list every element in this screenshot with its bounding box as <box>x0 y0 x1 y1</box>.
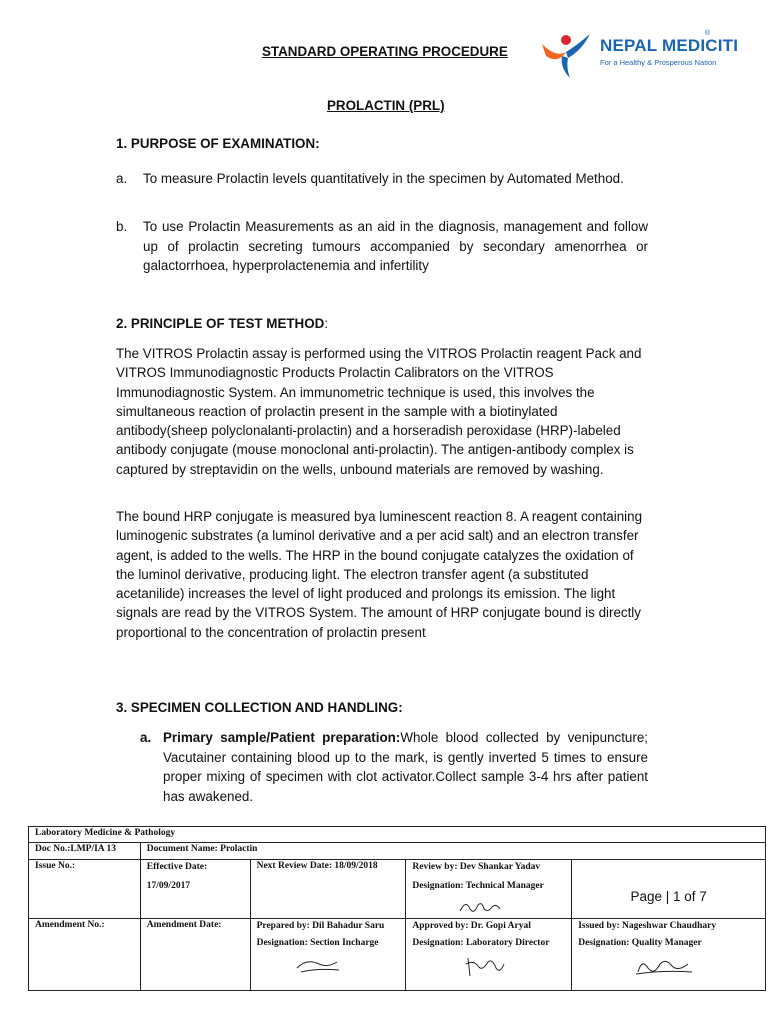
prepared-by-name: Prepared by: Dil Bahadur Saru <box>256 921 385 931</box>
purpose-item-b <box>116 217 648 276</box>
section-1-heading: 1. PURPOSE OF EXAMINATION: <box>116 136 320 151</box>
logo-registered-mark: ® <box>705 30 711 37</box>
logo-figure-icon <box>536 28 596 80</box>
issued-by-designation: Designation: Quality Manager <box>578 938 702 948</box>
purpose-item-a <box>116 169 648 189</box>
logo-tagline: For a Healthy & Prosperous Nation <box>600 58 717 67</box>
nepal-mediciti-logo <box>536 28 739 80</box>
next-review-cell: Next Review Date: 18/09/2018 <box>250 860 406 919</box>
amendment-date-cell: Amendment Date: <box>140 919 250 991</box>
doc-number-cell: Doc No.:LMP/IA 13 <box>29 843 141 860</box>
purpose-item-a-text: To measure Prolactin levels quantitatively in the specimen by Automated Method. <box>143 171 624 186</box>
review-by-name: Review by: Dev Shankar Yadav <box>412 862 541 872</box>
approved-by-name: Approved by: Dr. Gopi Aryal <box>412 921 531 931</box>
issued-by-name: Issued by: Nageshwar Chaudhary <box>578 921 717 931</box>
specimen-item-a-label: Primary sample/Patient preparation: <box>163 730 401 745</box>
section-2-heading-colon: : <box>324 316 329 331</box>
preparer-signature-icon <box>293 954 353 976</box>
document-title: PROLACTIN (PRL) <box>327 98 445 113</box>
specimen-item-a-body <box>163 728 648 806</box>
sop-header-title: STANDARD OPERATING PROCEDURE <box>262 44 508 59</box>
specimen-item-a <box>140 728 648 806</box>
amendment-number-cell: Amendment No.: <box>29 919 141 991</box>
doc-name-cell: Document Name: Prolactin <box>140 843 765 860</box>
review-by-cell <box>406 860 572 919</box>
reviewer-signature-icon <box>456 897 516 917</box>
approved-by-cell <box>406 919 572 991</box>
approved-by-designation: Designation: Laboratory Director <box>412 938 550 948</box>
logo-name: NEPAL MEDICITI <box>600 36 739 55</box>
review-by-designation: Designation: Technical Manager <box>412 881 544 891</box>
specimen-item-a-text: Whole blood collected by venipuncture; Vacutainer containing blood up to the mark, is gently inverted 5 times to ensure proper mixing of specimen with clot activator.Collect sample 3-4 hrs after patient has awakened. <box>163 730 648 804</box>
issued-by-cell <box>572 919 766 991</box>
prepared-by-designation: Designation: Section Incharge <box>256 938 379 948</box>
list-marker: b. <box>116 219 128 234</box>
issue-number-cell: Issue No.: <box>29 860 141 919</box>
prepared-by-cell <box>250 919 406 991</box>
section-2-heading-text: 2. PRINCIPLE OF TEST METHOD <box>116 316 325 331</box>
list-marker: a. <box>116 171 128 186</box>
effective-date-value: 17/09/2017 <box>146 881 191 891</box>
purpose-item-b-text: To use Prolactin Measurements as an aid in the diagnosis, management and follow up of prolactin secreting tumours accompanied by secondary amenorrhea or galactorrhoea, hyperprolactenemia and infertility <box>143 219 648 273</box>
department-cell: Laboratory Medicine & Pathology <box>29 827 766 843</box>
section-3-heading: 3. SPECIMEN COLLECTION AND HANDLING: <box>116 700 403 715</box>
page-number-cell: Page | 1 of 7 <box>572 860 766 919</box>
effective-date-cell <box>140 860 250 919</box>
principle-paragraph-1: The VITROS Prolactin assay is performed using the VITROS Prolactin reagent Pack and VITROS Immunodiagnostic Products Prolactin Calibrators on the VITROS Immunodiagnostic System. An immunometric technique is used, this involves the simultaneous reaction of prolactin present in the sample with a biotinylated antibody(sheep polyclonalanti-prolactin) and a horseradish peroxidase (HRP)-labeled antibody conjugate (mouse monoclonal anti-prolactin). The antigen-antibody complex is captured by streptavidin on the wells, unbound materials are removed by washing. <box>116 346 642 477</box>
document-control-table <box>28 826 766 991</box>
approver-signature-icon <box>462 954 522 980</box>
section-2-heading <box>116 316 328 331</box>
issuer-signature-icon <box>632 954 702 978</box>
effective-date-label: Effective Date: <box>146 862 208 872</box>
principle-paragraph-2: The bound HRP conjugate is measured bya luminescent reaction 8. A reagent containing luminogenic substrates (a luminol derivative and a per acid salt) and an electron transfer agent, is added to the wells. The HRP in the bound conjugate catalyzes the oxidation of the luminol derivative, producing light. The electron transfer agent (a substituted acetanilide) increases the level of light produced and prolongs its emission. The light signals are read by the VITROS System. The amount of HRP conjugate bound is directly proportional to the concentration of prolactin present <box>116 509 643 640</box>
list-marker: a. <box>140 730 152 745</box>
